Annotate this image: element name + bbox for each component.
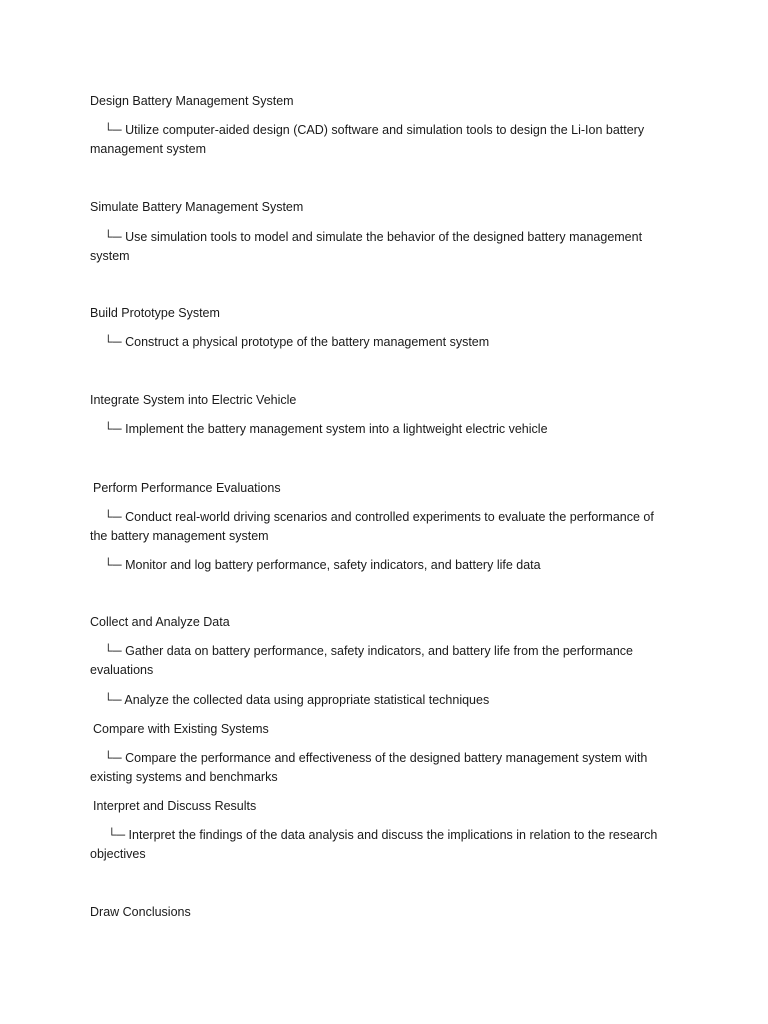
step-heading-design: Design Battery Management System	[90, 94, 294, 108]
step-detail-prototype: └─ Construct a physical prototype of the battery management system	[90, 335, 490, 349]
step-detail-simulate: └─ Use simulation tools to model and simulate the behavior of the designed battery management system	[90, 230, 646, 263]
step-detail-compare: └─ Compare the performance and effectiveness of the designed battery management system with existing systems and benchmarks	[90, 751, 651, 784]
step-heading-integrate: Integrate System into Electric Vehicle	[90, 393, 297, 407]
step-detail-design: └─ Utilize computer-aided design (CAD) software and simulation tools to design the Li-Ion battery management system	[90, 123, 648, 156]
step-detail-evaluate-conduct: └─ Conduct real-world driving scenarios and controlled experiments to evaluate the performance of the battery management system	[90, 510, 658, 543]
step-detail-collect-gather: └─ Gather data on battery performance, safety indicators, and battery life from the performance evaluations	[90, 644, 637, 677]
step-heading-interpret: Interpret and Discuss Results	[93, 799, 257, 813]
step-heading-compare: Compare with Existing Systems	[93, 722, 269, 736]
step-heading-evaluate: Perform Performance Evaluations	[93, 481, 281, 495]
step-detail-collect-analyze: └─ Analyze the collected data using appropriate statistical techniques	[90, 693, 490, 707]
step-heading-collect: Collect and Analyze Data	[90, 615, 230, 629]
step-heading-conclusions: Draw Conclusions	[90, 905, 191, 919]
step-heading-simulate: Simulate Battery Management System	[90, 200, 304, 214]
step-heading-prototype: Build Prototype System	[90, 306, 220, 320]
step-detail-integrate: └─ Implement the battery management system into a lightweight electric vehicle	[90, 422, 548, 436]
step-detail-interpret: └─ Interpret the findings of the data analysis and discuss the implications in relation to the research objectives	[90, 828, 661, 861]
step-detail-evaluate-monitor: └─ Monitor and log battery performance, safety indicators, and battery life data	[90, 558, 541, 572]
